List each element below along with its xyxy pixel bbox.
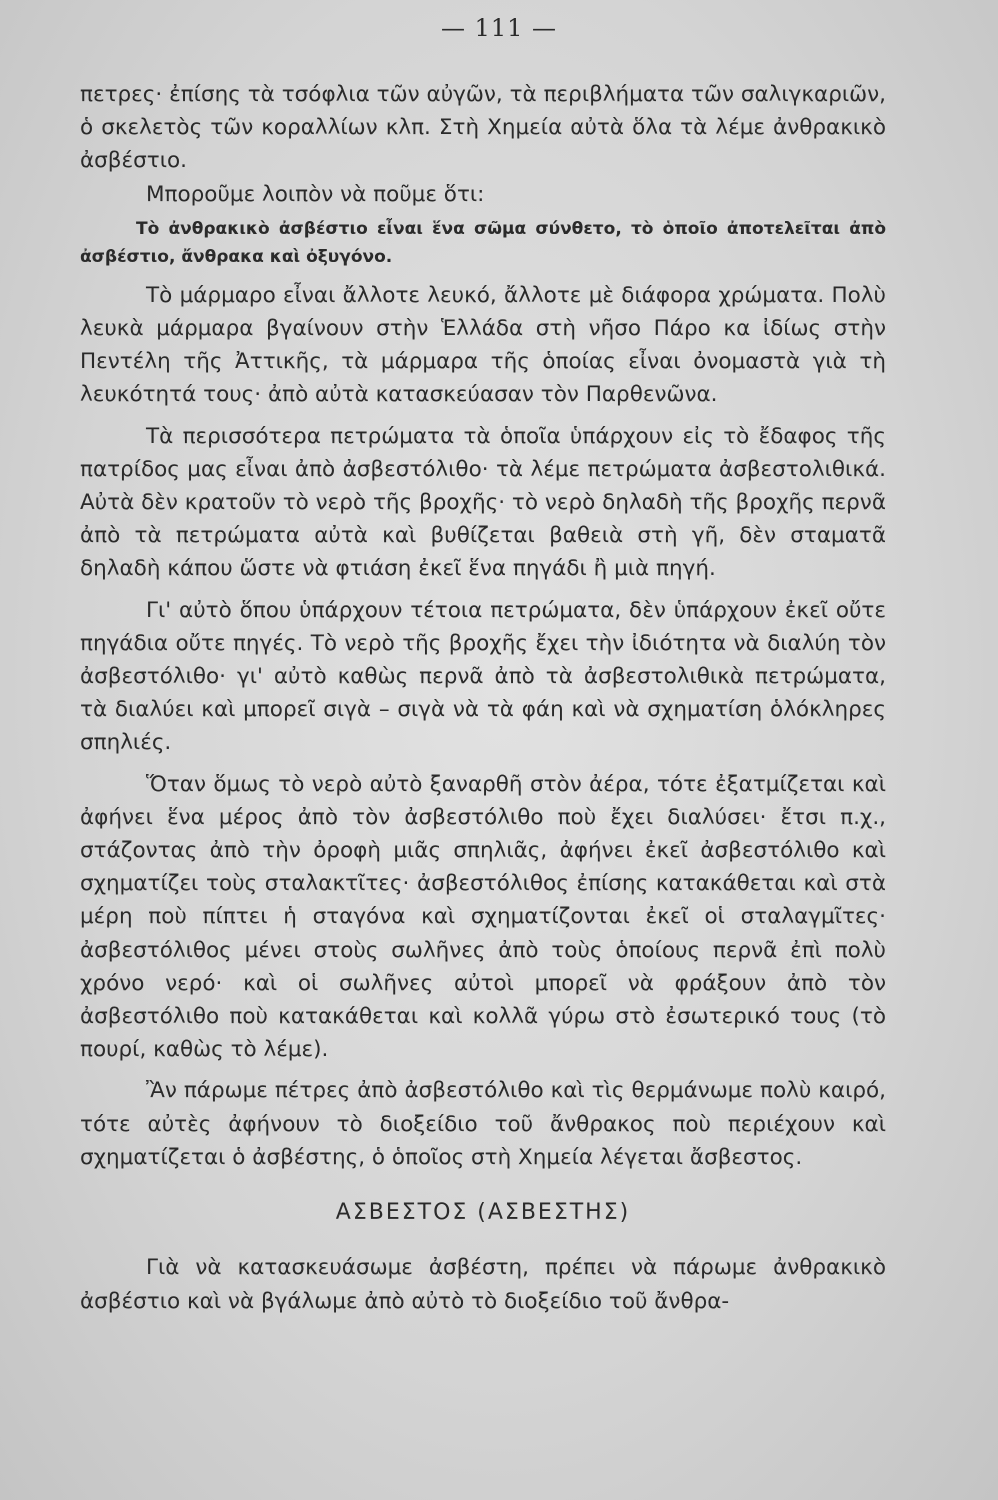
body-text — [80, 78, 886, 1318]
paragraph-7: Ἂν πάρωμε πέτρες ἀπὸ ἀσβεστόλιθο καὶ τὶς θερμάνωμε πολὺ καιρό, τότε αὐτὲς ἀφήνουν τὸ διοξείδιο τοῦ ἄνθρακος ποὺ περιέχουν καὶ σχηματίζεται ὁ ἀσβέστης, ὁ ὁποῖος στὴ Χημεία λέγεται ἄσβεστος. — [80, 1078, 886, 1170]
paragraph-8: Γιὰ νὰ κατασκευάσωμε ἀσβέστη, πρέπει νὰ πάρωμε ἀνθρακικὸ ἀσβέστιο καὶ νὰ βγάλωμε ἀπὸ αὐτὸ τὸ διοξείδιο τοῦ ἄνθρα- — [80, 1255, 886, 1314]
paragraph-4: Τὰ περισσότερα πετρώματα τὰ ὁποῖα ὑπάρχουν εἰς τὸ ἔδαφος τῆς πατρίδος μας εἶναι ἀπὸ ἀσβεστόλιθο· τὰ λέμε πετρώματα ἀσβεστολιθικά. Αὐτὰ δὲν κρατοῦν τὸ νερὸ τῆς βροχῆς· τὸ νερὸ δηλαδὴ τῆς βροχῆς περνᾶ ἀπὸ τὰ πετρώματα αὐτὰ καὶ βυθίζεται βαθειὰ στὴ γῆ, δὲν σταματᾶ δηλαδὴ κάπου ὥστε νὰ φτιάση ἐκεῖ ἕνα πηγάδι ἢ μιὰ πηγή. — [80, 423, 886, 582]
page-number: — 111 — — [440, 14, 558, 42]
paragraph-3: Τὸ μάρμαρο εἶναι ἄλλοτε λευκό, ἄλλοτε μὲ διάφορα χρώματα. Πολὺ λευκὰ μάρμαρα βγαίνουν στὴν Ἑλλάδα στὴ νῆσο Πάρο κα ἰδίως στὴν Πεντέλη τῆς Ἀττικῆς, τὰ μάρμαρα τῆς ὁποίας εἶναι ὀνομαστὰ γιὰ τὴ λευκότητά τους· ἀπὸ αὐτὰ κατασκεύασαν τὸν Παρθενῶνα. — [80, 282, 886, 408]
definition-bold: Τὸ ἀνθρακικὸ ἀσβέστιο εἶναι ἕνα σῶμα σύνθετο, τὸ ὁποῖο ἀποτελεῖται ἀπὸ ἀσβέστιο, ἄνθρακα καὶ ὀξυγόνο. — [80, 218, 886, 267]
paragraph-6: Ὅταν ὅμως τὸ νερὸ αὐτὸ ξαναρθῆ στὸν ἀέρα, τότε ἐξατμίζεται καὶ ἀφήνει ἕνα μέρος ἀπὸ τὸν ἀσβεστόλιθο ποὺ ἔχει διαλύσει· ἔτσι π.χ., στάζοντας ἀπὸ τὴν ὀροφὴ μιᾶς σπηλιᾶς, ἀφήνει ἐκεῖ ἀσβεστόλιθο καὶ σχηματίζει τοὺς σταλακτῖτες· ἀσβεστόλιθος ἐπίσης κατακάθεται καὶ στὰ μέρη ποὺ πίπτει ἡ σταγόνα καὶ σχηματίζονται ἐκεῖ οἱ σταλαγμῖτες· ἀσβεστόλιθος μένει στοὺς σωλῆνες ἀπὸ τοὺς ὁποίους περνᾶ ἐπὶ πολὺ χρόνο νερό· καὶ οἱ σωλῆνες αὐτοὶ μπορεῖ νὰ φράξουν ἀπὸ τὸν ἀσβεστόλιθο ποὺ κατακάθεται καὶ κολλᾶ γύρω στὸ ἐσωτερικό τους (τὸ πουρί, καθὼς τὸ λέμε). — [80, 771, 886, 1063]
paragraph-5: Γι' αὐτὸ ὅπου ὑπάρχουν τέτοια πετρώματα, δὲν ὑπάρχουν ἐκεῖ οὔτε πηγάδια οὔτε πηγές. Τὸ νερὸ τῆς βροχῆς ἔχει τὴν ἰδιότητα νὰ διαλύη τὸν ἀσβεστόλιθο· γι' αὐτὸ καθὼς περνᾶ ἀπὸ τὰ ἀσβεστολιθικὰ πετρώματα, τὰ διαλύει καὶ μπορεῖ σιγὰ – σιγὰ νὰ τὰ φάη καὶ νὰ σχηματίση ὁλόκληρες σπηλιές. — [80, 597, 886, 756]
section-heading: ΑΣΒΕΣΤΟΣ (ΑΣΒΕΣΤΗΣ) — [335, 1200, 631, 1226]
paragraph-1: πετρες· ἐπίσης τὰ τσόφλια τῶν αὐγῶν, τὰ περιβλήματα τῶν σαλιγκαριῶν, ὁ σκελετὸς τῶν κοραλλίων κλπ. Στὴ Χημεία αὐτὰ ὅλα τὰ λέμε ἀνθρακικὸ ἀσβέστιο. — [80, 82, 886, 174]
paragraph-2: Μποροῦμε λοιπὸν νὰ ποῦμε ὅτι: — [146, 181, 485, 207]
